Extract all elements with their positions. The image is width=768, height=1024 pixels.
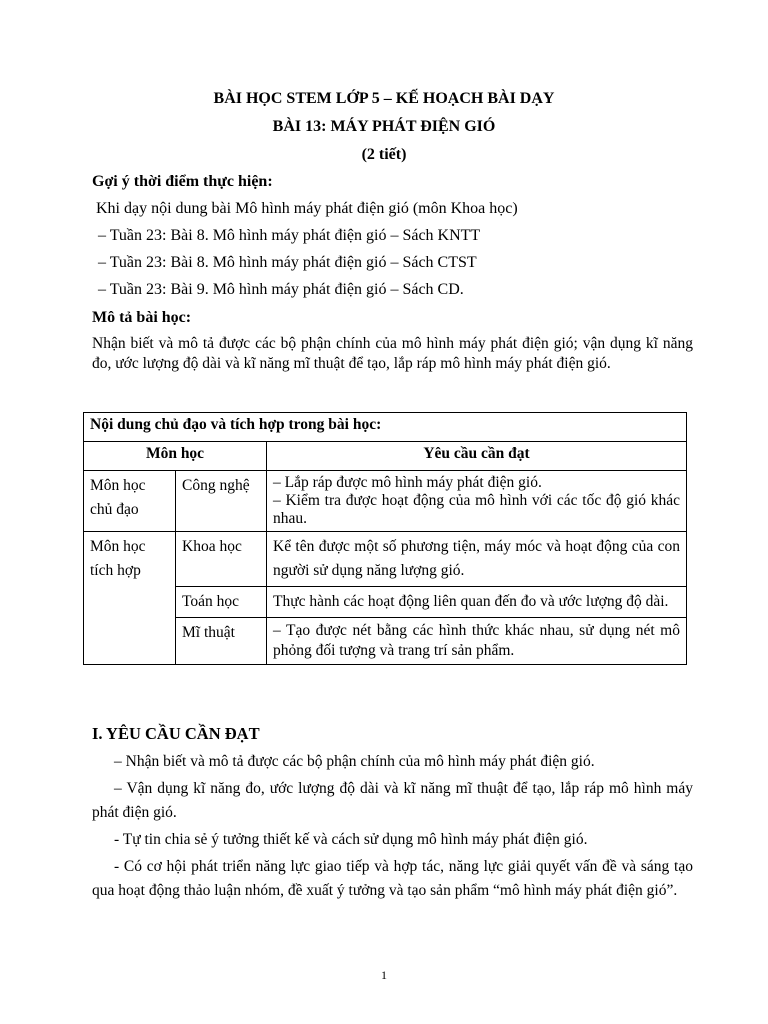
integrated-requirement: Thực hành các hoạt động liên quan đến đo và ước lượng độ dài. <box>267 587 687 618</box>
timing-item: – Tuần 23: Bài 8. Mô hình máy phát điện gió – Sách KNTT <box>98 227 481 244</box>
requirement-line: – Lắp ráp được mô hình máy phát điện gió. <box>273 474 542 491</box>
integrated-subject-name: Mĩ thuật <box>176 618 267 665</box>
integrated-requirement: Kể tên được một số phương tiện, máy móc và hoạt động của con người sử dụng năng lượng gió. <box>267 532 687 587</box>
title-line-2: BÀI 13: MÁY PHÁT ĐIỆN GIÓ <box>272 118 496 135</box>
integrated-subject-name: Toán học <box>176 587 267 618</box>
title-line-1: BÀI HỌC STEM LỚP 5 – KẾ HOẠCH BÀI DẠY <box>213 90 555 107</box>
page-number: 1 <box>381 968 387 982</box>
title-line-3: (2 tiết) <box>361 146 407 163</box>
timing-item: – Tuần 23: Bài 9. Mô hình máy phát điện gió – Sách CD. <box>98 281 464 298</box>
timing-heading: Gợi ý thời điểm thực hiện: <box>92 173 273 190</box>
integrated-subject-name: Khoa học <box>176 532 267 587</box>
requirement-item: - Tự tin chia sẻ ý tưởng thiết kế và cách sử dụng mô hình máy phát điện gió. <box>114 831 588 848</box>
requirement-item: – Vận dụng kĩ năng đo, ước lượng độ dài và kĩ năng mĩ thuật để tạo, lắp ráp mô hình máy phát điện gió. <box>92 780 693 821</box>
main-subject-label: Môn học chủ đạo <box>84 471 176 532</box>
section-heading: I. YÊU CẦU CẦN ĐẠT <box>92 724 260 743</box>
integrated-subject-label: Môn học tích hợp <box>84 532 176 665</box>
timing-item: – Tuần 23: Bài 8. Mô hình máy phát điện gió – Sách CTST <box>98 254 477 271</box>
lesson-content-table <box>83 412 687 665</box>
description-heading: Mô tả bài học: <box>92 309 192 326</box>
integrated-requirement: – Tạo được nét bằng các hình thức khác nhau, sử dụng nét mô phỏng đối tượng và trang trí sản phẩm. <box>267 618 687 665</box>
table-header: Nội dung chủ đạo và tích hợp trong bài học: <box>84 413 687 442</box>
column-header-requirement: Yêu cầu cần đạt <box>267 442 687 471</box>
column-header-subject: Môn học <box>84 442 267 471</box>
requirement-line: – Kiểm tra được hoạt động của mô hình với các tốc độ gió khác nhau. <box>273 492 680 527</box>
requirement-item: - Có cơ hội phát triển năng lực giao tiếp và hợp tác, năng lực giải quyết vấn đề và sáng tạo qua hoạt động thảo luận nhóm, đề xuất ý tưởng và tạo sản phẩm “mô hình máy phát điện gió”. <box>92 858 693 899</box>
main-subject-name: Công nghệ <box>176 471 267 532</box>
main-requirements <box>267 471 687 532</box>
description-text: Nhận biết và mô tả được các bộ phận chính của mô hình máy phát điện gió; vận dụng kĩ năng đo, ước lượng độ dài và kĩ năng mĩ thuật để tạo, lắp ráp mô hình máy phát điện gió. <box>92 335 693 372</box>
requirement-item: – Nhận biết và mô tả được các bộ phận chính của mô hình máy phát điện gió. <box>114 753 595 770</box>
timing-intro: Khi dạy nội dung bài Mô hình máy phát điện gió (môn Khoa học) <box>96 200 518 217</box>
